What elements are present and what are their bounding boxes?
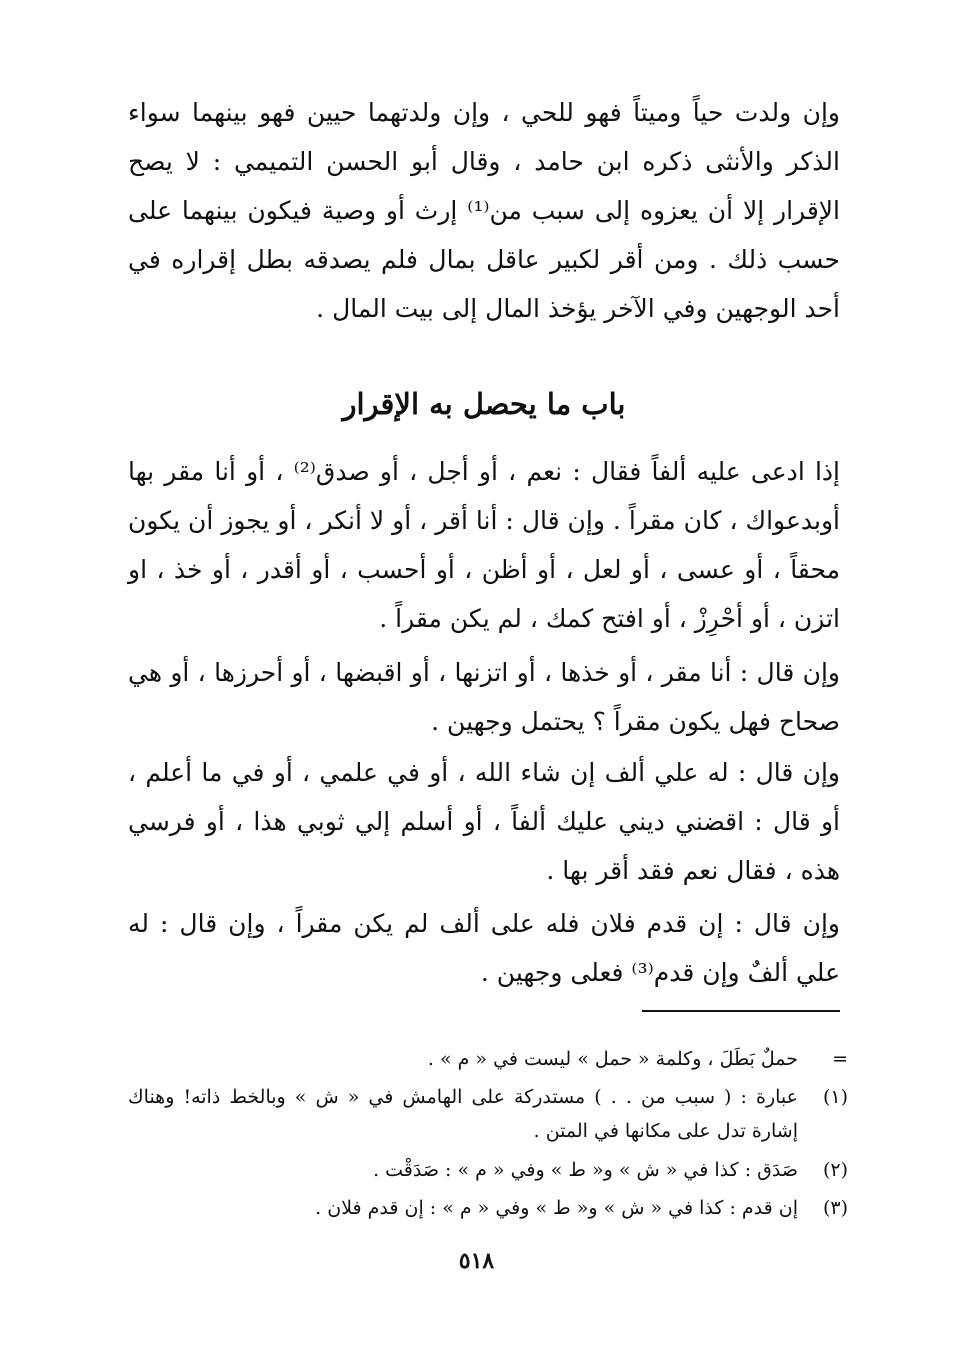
footnote-1 (128, 1080, 848, 1148)
page-number: ٥١٨ (458, 1248, 495, 1274)
footnote-continuation (128, 1042, 848, 1076)
footnote-text: حملٌ بَطَلَ ، وكلمة « حمل » ليست في « م » . (427, 1048, 798, 1070)
body-paragraph-1: إذا ادعى عليه ألفاً فقال : نعم ، أو أجل ، أو صدق⁽²⁾ ، أو أنا مقر بها أوبدعواك ، كان مقراً . وإن قال : أنا أقر ، أو لا أنكر ، أو يجوز أن يكون محقاً ، أو عسى ، أو لعل ، أو أظن ، أو أحسب ، أو أقدر ، أو خذ ، او اتزن ، أو أحْرِزْ ، أو افتح كمك ، لم يكن مقراً . (128, 457, 840, 633)
footnote-2 (128, 1153, 848, 1187)
body-paragraph-4: وإن قال : إن قدم فلان فله على ألف لم يكن مقراً ، وإن قال : له علي ألفٌ وإن قدم⁽³⁾ فعلى وجهين . (128, 909, 840, 987)
body-paragraph-3: وإن قال : له علي ألف إن شاء الله ، أو في علمي ، أو في ما أعلم ، أو قال : اقضني ديني عليك ألفاً ، أو أسلم إلي ثوبي هذا ، أو فرسي هذه ، فقال نعم فقد أقر بها . (128, 758, 840, 885)
footnote-mark: (٣) (822, 1197, 848, 1219)
footnote-mark: = (832, 1048, 848, 1070)
footnote-separator (642, 1010, 840, 1012)
footnote-text: إن قدم : كذا في « ش » و« ط » وفي « م » : إن قدم فلان . (315, 1197, 798, 1219)
chapter-title: باب ما يحصل به الإقرار (342, 387, 626, 421)
footnote-text: عبارة : ( سبب من . . ) مستدركة على الهامش في « ش » وبالخط ذاته! وهناك إشارة تدل على مكانها في المتن . (128, 1086, 798, 1142)
footnote-mark: (٢) (822, 1159, 848, 1181)
body-paragraph-2: وإن قال : أنا مقر ، أو خذها ، أو اتزنها ، أو اقبضها ، أو أحرزها ، أو هي صحاح فهل يكون مقراً ؟ يحتمل وجهين . (128, 658, 840, 736)
footnote-mark: (١) (822, 1086, 848, 1108)
footnote-text: صَدَق : كذا في « ش » و« ط » وفي « م » : صَدَقْت . (373, 1159, 798, 1181)
intro-paragraph: وإن ولدت حياً وميتاً فهو للحي ، وإن ولدتهما حيين فهو بينهما سواء الذكر والأنثى ذكره ابن حامد ، وقال أبو الحسن التميمي : لا يصح الإقرار إلا أن يعزوه إلى سبب من⁽¹⁾ إرث أو وصية فيكون بينهما على حسب ذلك . ومن أقر لكبير عاقل بمال فلم يصدقه بطل إقراره في أحد الوجهين وفي الآخر يؤخذ المال إلى بيت المال . (128, 98, 840, 323)
footnote-3 (128, 1191, 848, 1225)
